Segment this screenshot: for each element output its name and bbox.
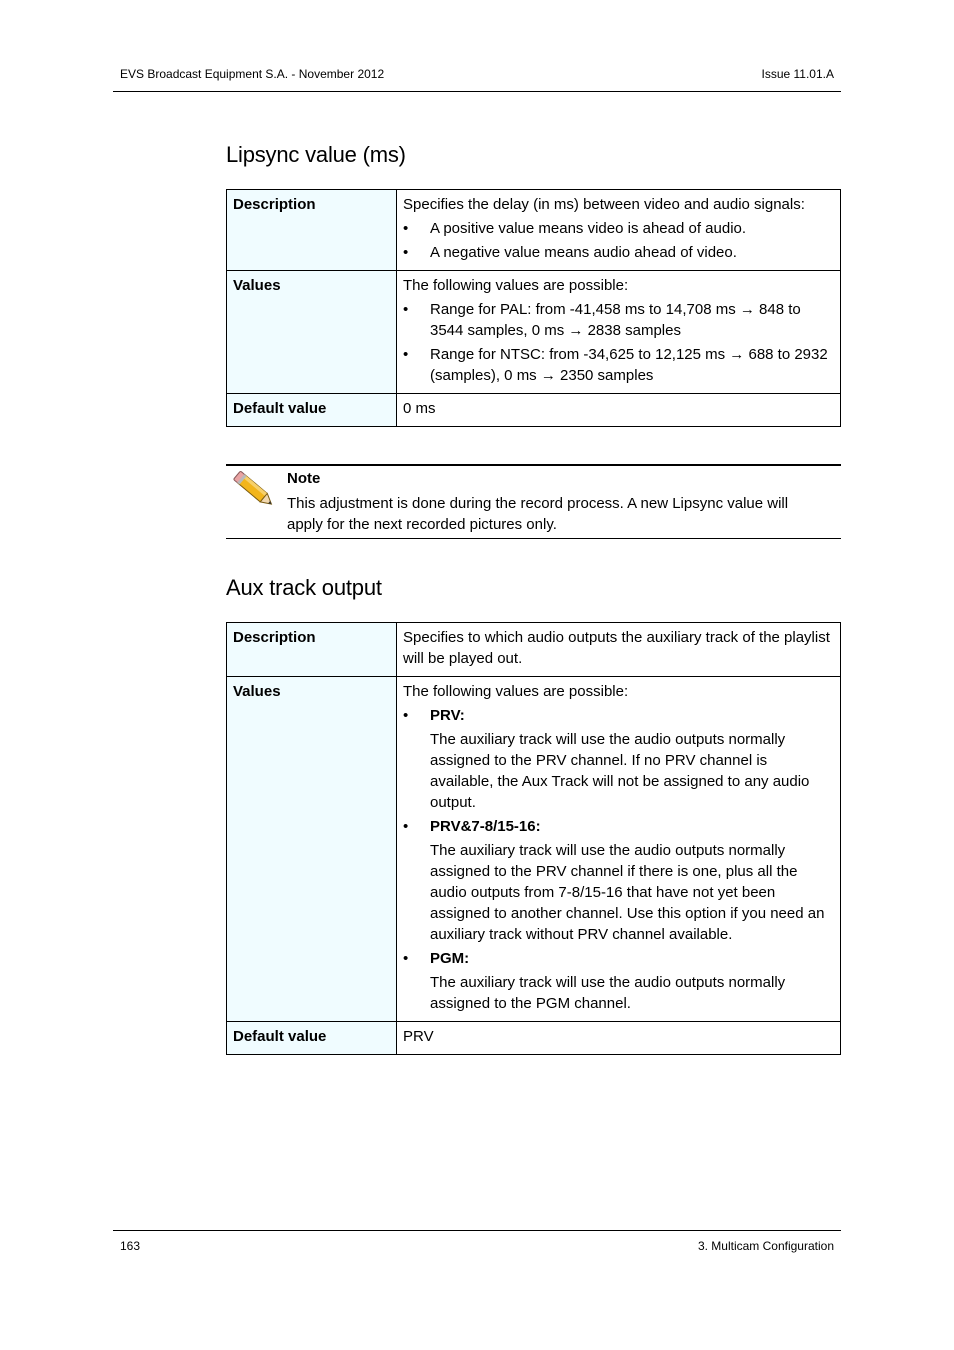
row-value: 0 ms [397, 394, 841, 427]
note-text: This adjustment is done during the record process. A new Lipsync value will apply for the next recorded pictures only. [287, 495, 789, 533]
chapter-title: 3. Multicam Configuration [697, 1239, 834, 1253]
option-label: PRV&7-8/15-16: [430, 818, 541, 835]
row-value [397, 271, 841, 394]
row-value [397, 190, 841, 271]
option-text: The auxiliary track will use the audio outputs normally assigned to the PRV channel if there is one, plus all the audio outputs from 7-8/15-16 that have not yet been assigned to another channel. Use this option if you need an auxiliary track without PRV channel available. [430, 842, 825, 943]
row-intro: The following values are possible: [403, 277, 629, 294]
header-issue: Issue 11.01.A [761, 67, 834, 81]
list-item: • A negative value means audio ahead of video. [403, 242, 834, 263]
option-label: PGM: [430, 950, 470, 967]
row-value: Specifies to which audio outputs the auxiliary track of the playlist will be played out. [397, 623, 841, 677]
aux-table [226, 622, 841, 1055]
lipsync-heading: Lipsync value (ms) [226, 142, 406, 167]
row-intro: Specifies the delay (in ms) between video and audio signals: [403, 196, 805, 213]
table-row [227, 677, 841, 1022]
table-row [227, 394, 841, 427]
option-label: PRV: [430, 707, 465, 724]
page-header [113, 63, 841, 92]
row-intro: The following values are possible: [403, 683, 629, 700]
option-text: The auxiliary track will use the audio outputs normally assigned to the PGM channel. [430, 974, 786, 1012]
bullet-list [403, 299, 834, 386]
list-item [403, 948, 834, 1014]
note-box [226, 464, 841, 539]
bullet-list [403, 218, 834, 263]
pencil-icon [230, 468, 280, 514]
list-item: • Range for NTSC: from -34,625 to 12,125 ms → 688 to 2932 (samples), 0 ms → 2350 samples [403, 344, 834, 386]
row-key: Values [227, 271, 397, 394]
list-item: • Range for PAL: from -41,458 ms to 14,708 ms → 848 to 3544 samples, 0 ms → 2838 samples [403, 299, 834, 341]
page-number: 163 [120, 1239, 141, 1253]
row-value: PRV [397, 1022, 841, 1055]
table-row [227, 190, 841, 271]
row-key: Default value [227, 1022, 397, 1055]
table-row [227, 271, 841, 394]
aux-heading: Aux track output [226, 575, 382, 600]
row-key: Description [227, 190, 397, 271]
header-publisher: EVS Broadcast Equipment S.A. - November 2012 [120, 67, 385, 81]
list-item [403, 705, 834, 813]
row-key: Values [227, 677, 397, 1022]
row-key: Description [227, 623, 397, 677]
list-item [403, 816, 834, 945]
list-item: • A positive value means video is ahead of audio. [403, 218, 834, 239]
row-value [397, 677, 841, 1022]
table-row [227, 623, 841, 677]
bullet-list [403, 705, 834, 1014]
note-title: Note [287, 470, 321, 487]
row-key: Default value [227, 394, 397, 427]
table-row [227, 1022, 841, 1055]
page-footer [113, 1230, 841, 1253]
option-text: The auxiliary track will use the audio outputs normally assigned to the PRV channel. If no PRV channel is available, the Aux Track will not be assigned to any audio output. [430, 731, 810, 811]
lipsync-table [226, 189, 841, 427]
